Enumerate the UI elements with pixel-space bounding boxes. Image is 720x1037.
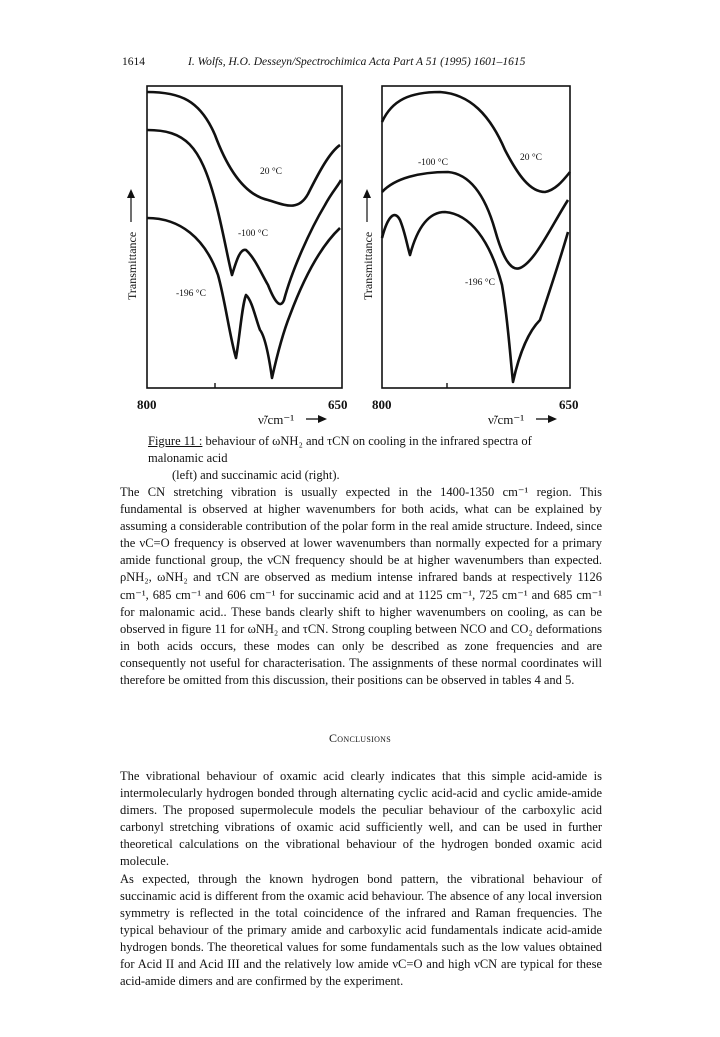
right-y-arrow-head-icon — [363, 189, 371, 198]
page-number: 1614 — [122, 56, 145, 68]
right-y-axis-label: Transmittance — [361, 231, 375, 300]
right-label-minus196c: -196 °C — [465, 278, 495, 288]
conclusions-paragraph-2: As expected, through the known hydrogen bond pattern, the vibrational behaviour of succinamic acid is different from the oxamic acid behaviour. The absence of any local inversion symmetry is reflected in the total coincidence of the infrared and Raman frequencies. The typical behaviour of the primary amide and carboxylic acid fundamentals indicate acid-amide hydrogen bonds. The theoretical values for some fundamentals such as the low values obtained for Acid II and Acid III and the relatively low amide νC=O and high νCN are typical for these acid-amide dimers and are confirmed by the experiment. — [120, 871, 602, 989]
section-heading-conclusions: Conclusions — [329, 731, 391, 745]
figure-11 — [0, 0, 720, 432]
left-curve-20c — [147, 92, 340, 206]
right-spectrum-panel — [361, 86, 579, 427]
left-curve-minus100c — [147, 130, 341, 304]
right-x-min-label: 800 — [372, 397, 392, 412]
left-spectrum-panel — [125, 86, 348, 427]
left-y-axis-label: Transmittance — [125, 231, 139, 300]
left-x-arrow-head-icon — [318, 415, 327, 423]
running-title: I. Wolfs, H.O. Desseyn/Spectrochimica Acta Part A 51 (1995) 1601–1615 — [188, 56, 526, 68]
right-label-20c: 20 °C — [520, 153, 543, 163]
right-curve-minus196c — [382, 212, 568, 382]
figure-label: Figure 11 : — [148, 434, 203, 448]
left-label-20c: 20 °C — [260, 167, 283, 177]
right-x-axis-unit: ν̃/cm⁻¹ — [488, 412, 525, 427]
body-paragraph: The CN stretching vibration is usually expected in the 1400-1350 cm⁻¹ region. This fundamental is observed at higher wavenumbers for both acids, what can be explained by assuming a considerable contribution of the polar form in the real amide structure. Indeed, since the νC=O frequency is observed at lower wavenumbers than normally expected for a primary amide functional group, the νCN frequency should be at higher wavenumbers than expected. ρNH₂, ωNH₂ and τCN are observed as medium intense infrared bands at respectively 1126 cm⁻¹, 685 cm⁻¹ and 606 cm⁻¹ for succinamic acid and at 1125 cm⁻¹, 725 cm⁻¹ and 685 cm⁻¹ for malonamic acid.. These bands clearly shift to higher wavenumbers on cooling, as can be observed in figure 11 for ωNH₂ and τCN. Strong coupling between NCO and CO₂ deformations in both acids occurs, these modes can only be described as zone frequencies and are consequently not useful for characterisation. The assignments of these normal coordinates will therefore be omitted from this discussion, their positions can be observed in tables 4 and 5. — [120, 485, 602, 688]
right-label-minus100c: -100 °C — [418, 158, 448, 168]
conclusions-section — [120, 768, 602, 990]
figure-caption — [148, 433, 588, 484]
body-section — [120, 484, 602, 689]
left-label-minus196c: -196 °C — [176, 289, 206, 299]
left-x-min-label: 800 — [137, 397, 157, 412]
right-x-arrow-head-icon — [548, 415, 557, 423]
right-x-max-label: 650 — [559, 397, 579, 412]
left-label-minus100c: -100 °C — [238, 229, 268, 239]
caption-line-2: (left) and succinamic acid (right). — [172, 468, 340, 482]
left-x-max-label: 650 — [328, 397, 348, 412]
left-x-axis-unit: ν̃/cm⁻¹ — [258, 412, 295, 427]
caption-line-1: behaviour of ωNH₂ and τCN on cooling in the infrared spectra of malonamic acid — [148, 434, 532, 465]
conclusions-paragraph-1: The vibrational behaviour of oxamic acid clearly indicates that this simple acid-amide is intermolecularly hydrogen bonded through alternating cyclic acid-acid and cyclic amide-amide dimers. The proposed supermolecule models the peculiar behaviour of the carboxylic acid carbonyl stretching vibrations of oxamic acid sufficiently well, and can be used in further theoretical calculations on the vibrational behaviour of the hydrogen bonded oxamic acid molecule. — [120, 769, 602, 869]
left-y-arrow-head-icon — [127, 189, 135, 198]
right-plot-frame — [382, 86, 570, 388]
